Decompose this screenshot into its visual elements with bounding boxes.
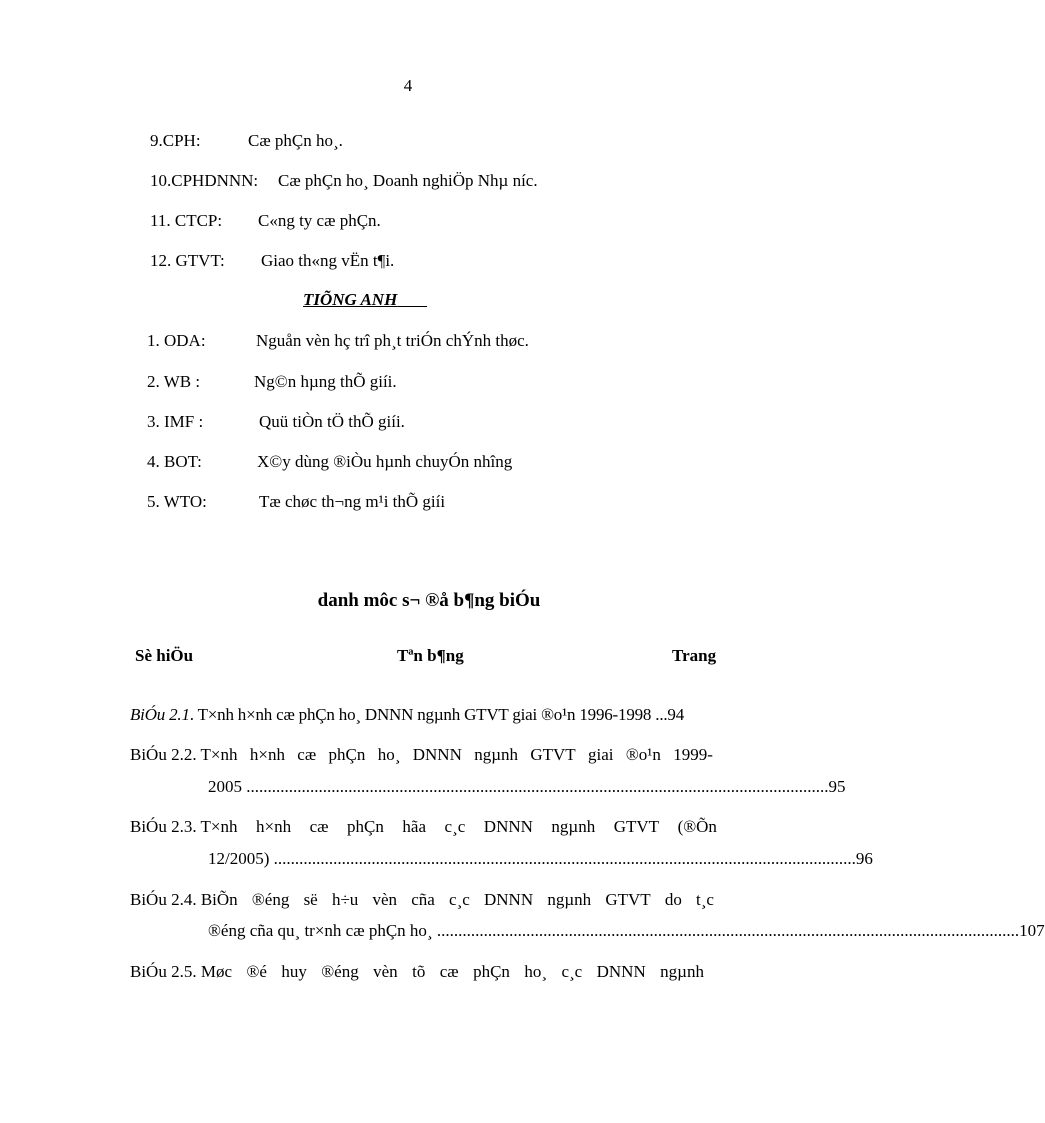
entry-label: BiÓu 2.2 bbox=[130, 745, 193, 764]
entry-label: BiÓu 2.3 bbox=[130, 817, 193, 836]
toc-entry bbox=[130, 744, 713, 766]
entry-word: huy bbox=[281, 962, 307, 981]
abbrev-meaning: Tæ chøc th¬ng m¹i thÕ giíi bbox=[259, 492, 446, 511]
entry-word: DNNN bbox=[596, 962, 646, 981]
entry-word: . T×nh bbox=[192, 817, 238, 836]
entry-word: h÷u bbox=[331, 890, 359, 909]
section-heading-text: TIÕNG ANH bbox=[303, 290, 398, 309]
entry-word: . BiÕn bbox=[192, 890, 238, 909]
entry-word: phÇn bbox=[328, 745, 366, 764]
entry-word: ngµnh bbox=[551, 817, 596, 836]
toc-entry-continuation bbox=[208, 920, 1045, 942]
entry-word: cæ bbox=[439, 962, 459, 981]
entry-word: h×nh bbox=[249, 745, 285, 764]
entry-word: ngµnh bbox=[547, 890, 592, 909]
abbrev-term: 3. IMF : bbox=[147, 412, 204, 431]
entry-word: cæ bbox=[309, 817, 329, 836]
entry-word: . Møc bbox=[192, 962, 233, 981]
dot-leader: ......................................................................................................................................... bbox=[246, 777, 829, 796]
toc-entry-continuation bbox=[208, 776, 846, 798]
abbrev-meaning: C«ng ty cæ phÇn. bbox=[258, 211, 381, 230]
abbrev-meaning: Quü tiÒn tÖ thÕ giíi. bbox=[259, 412, 405, 431]
entry-word: 1999- bbox=[673, 745, 713, 764]
entry-page: 95 bbox=[828, 777, 846, 796]
entry-word: cña bbox=[411, 890, 435, 909]
column-header-page: Trang bbox=[672, 646, 717, 665]
abbrev-term: 4. BOT: bbox=[147, 452, 202, 471]
entry-text: ®éng cña qu¸ tr×nh cæ phÇn ho¸ bbox=[208, 921, 437, 940]
entry-word: DNNN bbox=[484, 890, 534, 909]
entry-page: 96 bbox=[855, 849, 873, 868]
entry-word: h×nh bbox=[256, 817, 292, 836]
abbrev-meaning: Cæ phÇn ho¸ Doanh nghiÖp Nhµ níc. bbox=[278, 171, 538, 190]
entry-word: phÇn bbox=[347, 817, 384, 836]
toc-entry bbox=[130, 816, 717, 838]
entry-word: c¸c bbox=[449, 890, 470, 909]
abbrev-term: 1. ODA: bbox=[147, 331, 206, 350]
abbrev-meaning: Nguån vèn hç trî ph¸t triÓn chÝnh thøc. bbox=[256, 331, 529, 350]
entry-word: c¸c bbox=[444, 817, 466, 836]
abbrev-term: 5. WTO: bbox=[147, 492, 207, 511]
entry-word: DNNN bbox=[483, 817, 533, 836]
entry-word: cæ bbox=[297, 745, 317, 764]
entry-word: phÇn bbox=[473, 962, 510, 981]
entry-word: ®o¹n bbox=[625, 745, 661, 764]
abbrev-term: 9.CPH: bbox=[150, 131, 201, 150]
column-header-name: Tªn b¶ng bbox=[397, 646, 464, 665]
entry-word: ®éng bbox=[251, 890, 290, 909]
abbrev-term: 11. CTCP: bbox=[150, 211, 223, 230]
entry-word: hãa bbox=[402, 817, 426, 836]
entry-word: ®é bbox=[246, 962, 267, 981]
entry-word: giai bbox=[588, 745, 614, 764]
abbrev-term: 12. GTVT: bbox=[150, 251, 225, 270]
entry-word: ngµnh bbox=[660, 962, 704, 981]
entry-word: ®éng bbox=[321, 962, 359, 981]
toc-entry bbox=[130, 889, 714, 911]
entry-word: ho¸ bbox=[377, 745, 401, 764]
entry-word: së bbox=[303, 890, 318, 909]
entry-text: 12/2005) bbox=[208, 849, 274, 868]
abbrev-meaning: Cæ phÇn ho¸. bbox=[248, 131, 343, 150]
entry-word: c¸c bbox=[561, 962, 583, 981]
entry-word: vèn bbox=[373, 962, 398, 981]
entry-word: GTVT bbox=[530, 745, 576, 764]
column-header-number: Sè hiÖu bbox=[135, 646, 194, 665]
entry-word: ngµnh bbox=[474, 745, 518, 764]
entry-word: . T×nh bbox=[192, 745, 238, 764]
entry-label: BiÓu 2.5 bbox=[130, 962, 193, 981]
entry-word: DNNN bbox=[412, 745, 462, 764]
entry-word: GTVT bbox=[613, 817, 660, 836]
entry-label: BiÓu 2.1 bbox=[130, 705, 190, 724]
dot-leader: ......................................................................................................................................... bbox=[436, 921, 1020, 940]
entry-text: 2005 bbox=[208, 777, 247, 796]
abbrev-meaning: Giao th«ng vËn t¶i. bbox=[261, 251, 395, 270]
abbrev-meaning: X©y dùng ®iÒu hµnh chuyÓn nhîng bbox=[257, 452, 513, 471]
toc-entry bbox=[130, 961, 704, 983]
entry-word: t¸c bbox=[696, 890, 714, 909]
section-heading-english bbox=[303, 290, 427, 310]
dot-leader: ......................................................................................................................................... bbox=[273, 849, 856, 868]
entry-word: ho¸ bbox=[524, 962, 548, 981]
page-number: 4 bbox=[403, 76, 413, 95]
toc-entry-continuation bbox=[208, 848, 873, 870]
toc-entry bbox=[130, 704, 735, 726]
abbrev-term: 10.CPHDNNN: bbox=[150, 171, 259, 190]
entry-text: . T×nh h×nh cæ phÇn ho¸ DNNN ngµnh GTVT giai ®o¹n 1996-1998 ...94 bbox=[189, 705, 685, 724]
entry-word: tõ bbox=[412, 962, 426, 981]
entry-page: 107 bbox=[1019, 921, 1045, 940]
entry-word: do bbox=[664, 890, 682, 909]
abbrev-term: 2. WB : bbox=[147, 372, 201, 391]
list-title: danh môc s¬ ®å b¶ng biÓu bbox=[317, 590, 541, 611]
abbrev-meaning: Ng©n hµng thÕ giíi. bbox=[254, 372, 397, 391]
entry-word: vèn bbox=[372, 890, 398, 909]
entry-word: (®Õn bbox=[677, 817, 717, 836]
entry-word: GTVT bbox=[605, 890, 651, 909]
entry-label: BiÓu 2.4 bbox=[130, 890, 193, 909]
